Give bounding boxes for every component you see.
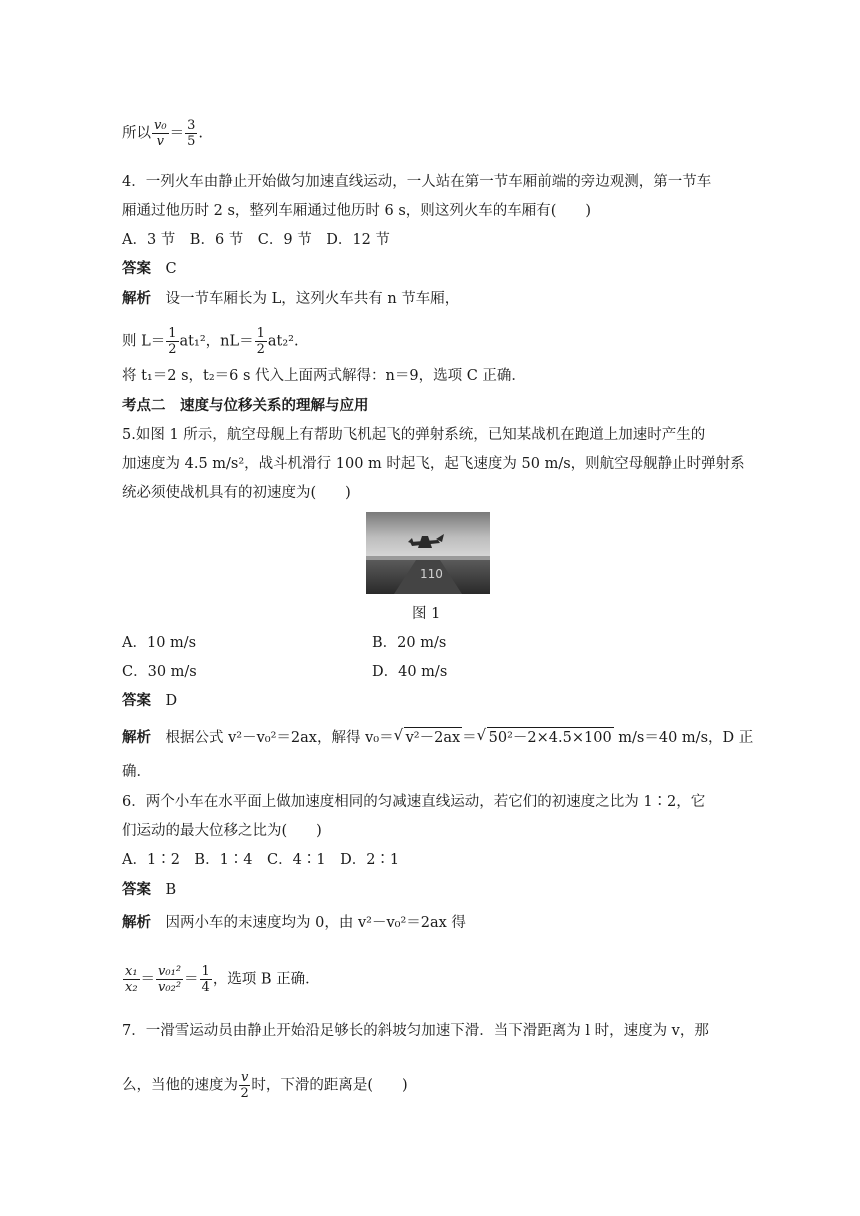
- q4-analysis-line2: 则 L＝ $\frac{1}{2}$ at₁²，nL＝ $\frac{1}{2}$ at₂².: [122, 326, 299, 357]
- q7-stem-line2: 么，当他的速度为 $\frac{v}{2}$ 时，下滑的距离是( ): [122, 1070, 408, 1101]
- fraction: $\frac{1}{4}$: [201, 964, 210, 995]
- q7-stem-line1: 7．一滑雪运动员由静止开始沿足够长的斜坡匀加速下滑．当下滑距离为 l 时，速度为 v，那: [122, 1023, 709, 1039]
- q5-stem-line3: 统必须使战机具有的初速度为( ): [122, 485, 351, 501]
- q5-analysis-line2: 确．: [122, 764, 151, 780]
- fraction: $\frac{3}{5}$: [187, 118, 196, 149]
- q5-option-c: C．30 m/s: [122, 664, 197, 680]
- q4-analysis-line1: 解析 设一节车厢长为 L，这列火车共有 n 节车厢，: [122, 291, 460, 307]
- deck-marking: 110: [420, 567, 443, 581]
- fraction: $\frac{1}{2}$: [256, 326, 265, 357]
- q6-analysis-line1: 解析 因两小车的末速度均为 0，由 v²－v₀²＝2ax 得: [122, 915, 466, 931]
- q6-answer: 答案 B: [122, 882, 177, 898]
- q4-stem-line1: 4．一列火车由静止开始做匀加速直线运动，一人站在第一节车厢前端的旁边观测，第一节车: [122, 174, 712, 190]
- sqrt-expression: √ v²－2ax: [404, 727, 463, 748]
- prev-conclusion: 所以 $\frac{\text{v₀}}{v}$ ＝ $\frac{3}{5}$ .: [122, 118, 203, 149]
- q5-answer: 答案 D: [122, 693, 178, 709]
- fraction: $\frac{1}{2}$: [168, 326, 177, 357]
- section-heading: 考点二 速度与位移关系的理解与应用: [122, 398, 369, 414]
- q5-stem-line2: 加速度为 4.5 m/s²，战斗机滑行 100 m 时起飞，起飞速度为 50 m/s，则航空母舰静止时弹射系: [122, 456, 745, 472]
- q6-options: A．1∶2 B．1∶4 C．4∶1 D．2∶1: [122, 852, 400, 868]
- q6-stem-line1: 6．两个小车在水平面上做加速度相同的匀减速直线运动，若它们的初速度之比为 1∶2，它: [122, 794, 706, 810]
- fraction: $\frac{\text{x₁}}{\text{x₂}}$: [125, 964, 138, 995]
- q5-stem-line1: 5.如图 1 所示，航空母舰上有帮助飞机起飞的弹射系统，已知某战机在跑道上加速时产生的: [122, 427, 706, 443]
- fraction: $\frac{v}{2}$: [240, 1070, 249, 1101]
- q6-stem-line2: 们运动的最大位移之比为( ): [122, 823, 322, 839]
- q5-analysis-line1: 解析 根据公式 v²－v₀²＝2ax，解得 v₀＝√ v²－2ax ＝√ 50²－2×4.5×100 m/s＝40 m/s，D 正: [122, 727, 753, 748]
- q5-option-a: A．10 m/s: [122, 635, 197, 651]
- fraction: $\frac{\text{v₀}}{v}$: [154, 118, 167, 149]
- sqrt-expression: √ 50²－2×4.5×100: [487, 727, 614, 748]
- q4-answer: 答案 C: [122, 261, 177, 277]
- q4-options: A．3 节 B．6 节 C．9 节 D．12 节: [122, 232, 390, 248]
- q6-analysis-line2: $\frac{\text{x₁}}{\text{x₂}}$ ＝ $\frac{\text{v₀₁²}}{\text{v₀₂²}}$ ＝ $\frac{1}{4}$ ，选项 B 正确．: [125, 964, 320, 995]
- q4-stem-line2: 厢通过他历时 2 s，整列车厢通过他历时 6 s，则这列火车的车厢有( ): [122, 203, 592, 219]
- q4-analysis-line3: 将 t₁＝2 s，t₂＝6 s 代入上面两式解得：n＝9，选项 C 正确．: [122, 368, 526, 384]
- aircraft-carrier-photo: [366, 512, 490, 594]
- q5-option-b: B．20 m/s: [372, 635, 447, 651]
- q5-option-d: D．40 m/s: [372, 664, 448, 680]
- fraction: $\frac{\text{v₀₁²}}{\text{v₀₂²}}$: [158, 964, 182, 995]
- figure-caption: 图 1: [412, 606, 441, 622]
